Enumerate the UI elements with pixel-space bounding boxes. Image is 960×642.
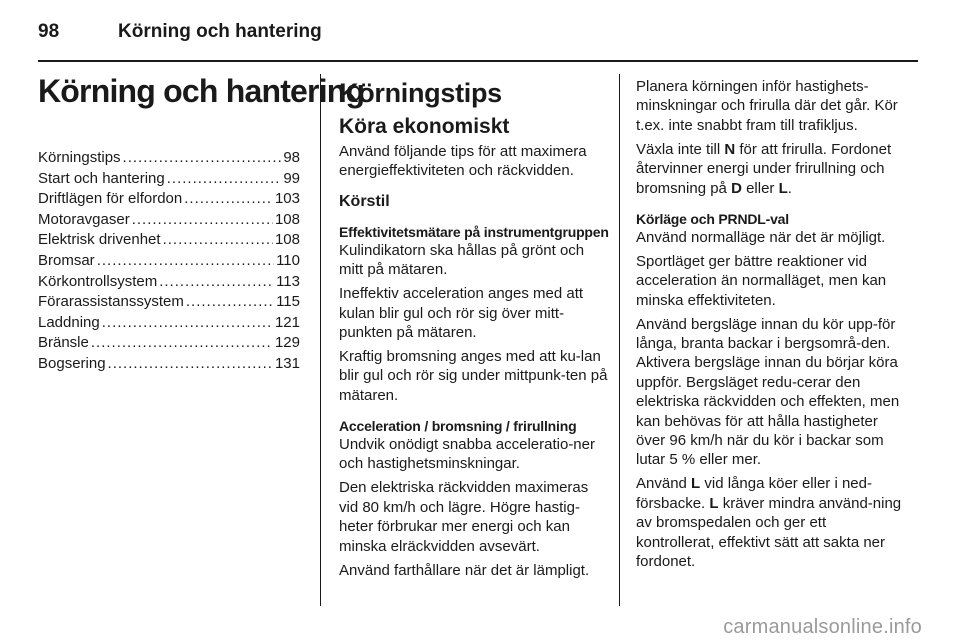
chapter-title: Körning och hantering <box>38 73 365 109</box>
right-column <box>636 77 906 576</box>
header-rule <box>38 60 918 62</box>
topic-title: Körstil <box>339 192 390 210</box>
column-divider-right <box>619 74 620 606</box>
paragraph: Använd farthållare när det är lämpligt. <box>339 561 590 579</box>
toc-entry[interactable]: Start och hantering ..... 99 <box>38 169 300 190</box>
gear-l-label: L <box>709 494 719 512</box>
running-header-title: Körning och hantering <box>118 21 322 42</box>
gear-l-label: L <box>778 179 788 197</box>
toc-entry[interactable]: Körkontrollsystem ..... 113 <box>38 272 300 293</box>
paragraph: Använd bergsläge innan du kör upp-för långa, branta backar i bergsområ-den. Aktivera bergsläge innan du börjar köra uppför. Bergsläget redu-cerar den elektriska räckvidden och effekten, men kan behövas för att hålla hastigheter över 96 km/h när du kör i backar som lutar 5 % eller mer. <box>636 315 900 469</box>
item-heading: Körläge och PRNDL-val <box>636 210 789 227</box>
page-number: 98 <box>38 21 60 42</box>
toc-entry[interactable]: Elektrisk drivenhet ..... 108 <box>38 230 300 251</box>
paragraph: Den elektriska räckvidden maximeras vid 80 km/h och lägre. Högre hastig-heter förbrukar mer energi och kan minska elräckvidden avsevärt. <box>339 479 589 555</box>
toc-entry[interactable]: Förarassistanssystem ..... 115 <box>38 292 300 313</box>
toc-entry[interactable]: Driftlägen för elfordon ..... 103 <box>38 189 300 210</box>
paragraph: Kraftig bromsning anges med att ku-lan blir gul och rör sig under mittpunk-ten på mätaren. <box>339 347 608 404</box>
section-title: Körningstips <box>339 78 502 108</box>
paragraph: Växla inte till N för att frirulla. Fordonet återvinner energi under frirullning och bromsning på D eller L. <box>636 140 892 197</box>
intro-paragraph: Använd följande tips för att maximera energieffektiviteten och räckvidden. <box>339 143 587 180</box>
item-heading: Effektivitetsmätare på instrumentgruppen <box>339 223 609 240</box>
toc-entry[interactable]: Bromsar ..... 110 <box>38 251 300 272</box>
middle-column <box>339 77 609 584</box>
paragraph: Ineffektiv acceleration anges med att kulan blir gul och rör sig över mitt-punkten på mätaren. <box>339 285 584 341</box>
paragraph: Använd normalläge när det är möjligt. <box>636 228 886 246</box>
toc-entry[interactable]: Bränsle ..... 129 <box>38 333 300 354</box>
toc-entry[interactable]: Laddning ..... 121 <box>38 313 300 334</box>
gear-d-label: D <box>731 179 742 197</box>
watermark: carmanualsonline.info <box>723 616 922 638</box>
gear-n-label: N <box>724 140 736 158</box>
paragraph: Kulindikatorn ska hållas på grönt och mitt på mätaren. <box>339 241 585 279</box>
item-heading: Acceleration / bromsning / frirullning <box>339 418 577 435</box>
toc-entry[interactable]: Motoravgaser ..... 108 <box>38 210 300 231</box>
toc-entry[interactable]: Körningstips ..... 98 <box>38 148 300 169</box>
paragraph: Använd L vid långa köer eller i ned-försbacke. L kräver mindra använd-ning av bromspedalen och ger ett kontrollerat, effektivt sätt att sakta ner fordonet. <box>636 475 902 570</box>
toc-entry[interactable]: Bogsering ..... 131 <box>38 354 300 375</box>
column-divider-left <box>320 74 321 606</box>
table-of-contents <box>38 148 300 375</box>
paragraph: Planera körningen inför hastighets-minskningar och frirulla där det går. Kör t.ex. inte snabbt fram till trafikljus. <box>636 78 898 134</box>
paragraph: Sportläget ger bättre reaktioner vid acceleration än normalläget, men kan minska effektiviteten. <box>636 252 887 309</box>
gear-l-label: L <box>691 475 701 493</box>
subsection-title: Köra ekonomiskt <box>339 115 510 138</box>
paragraph: Undvik onödigt snabba acceleratio-ner och hastighetsminskningar. <box>339 436 595 473</box>
